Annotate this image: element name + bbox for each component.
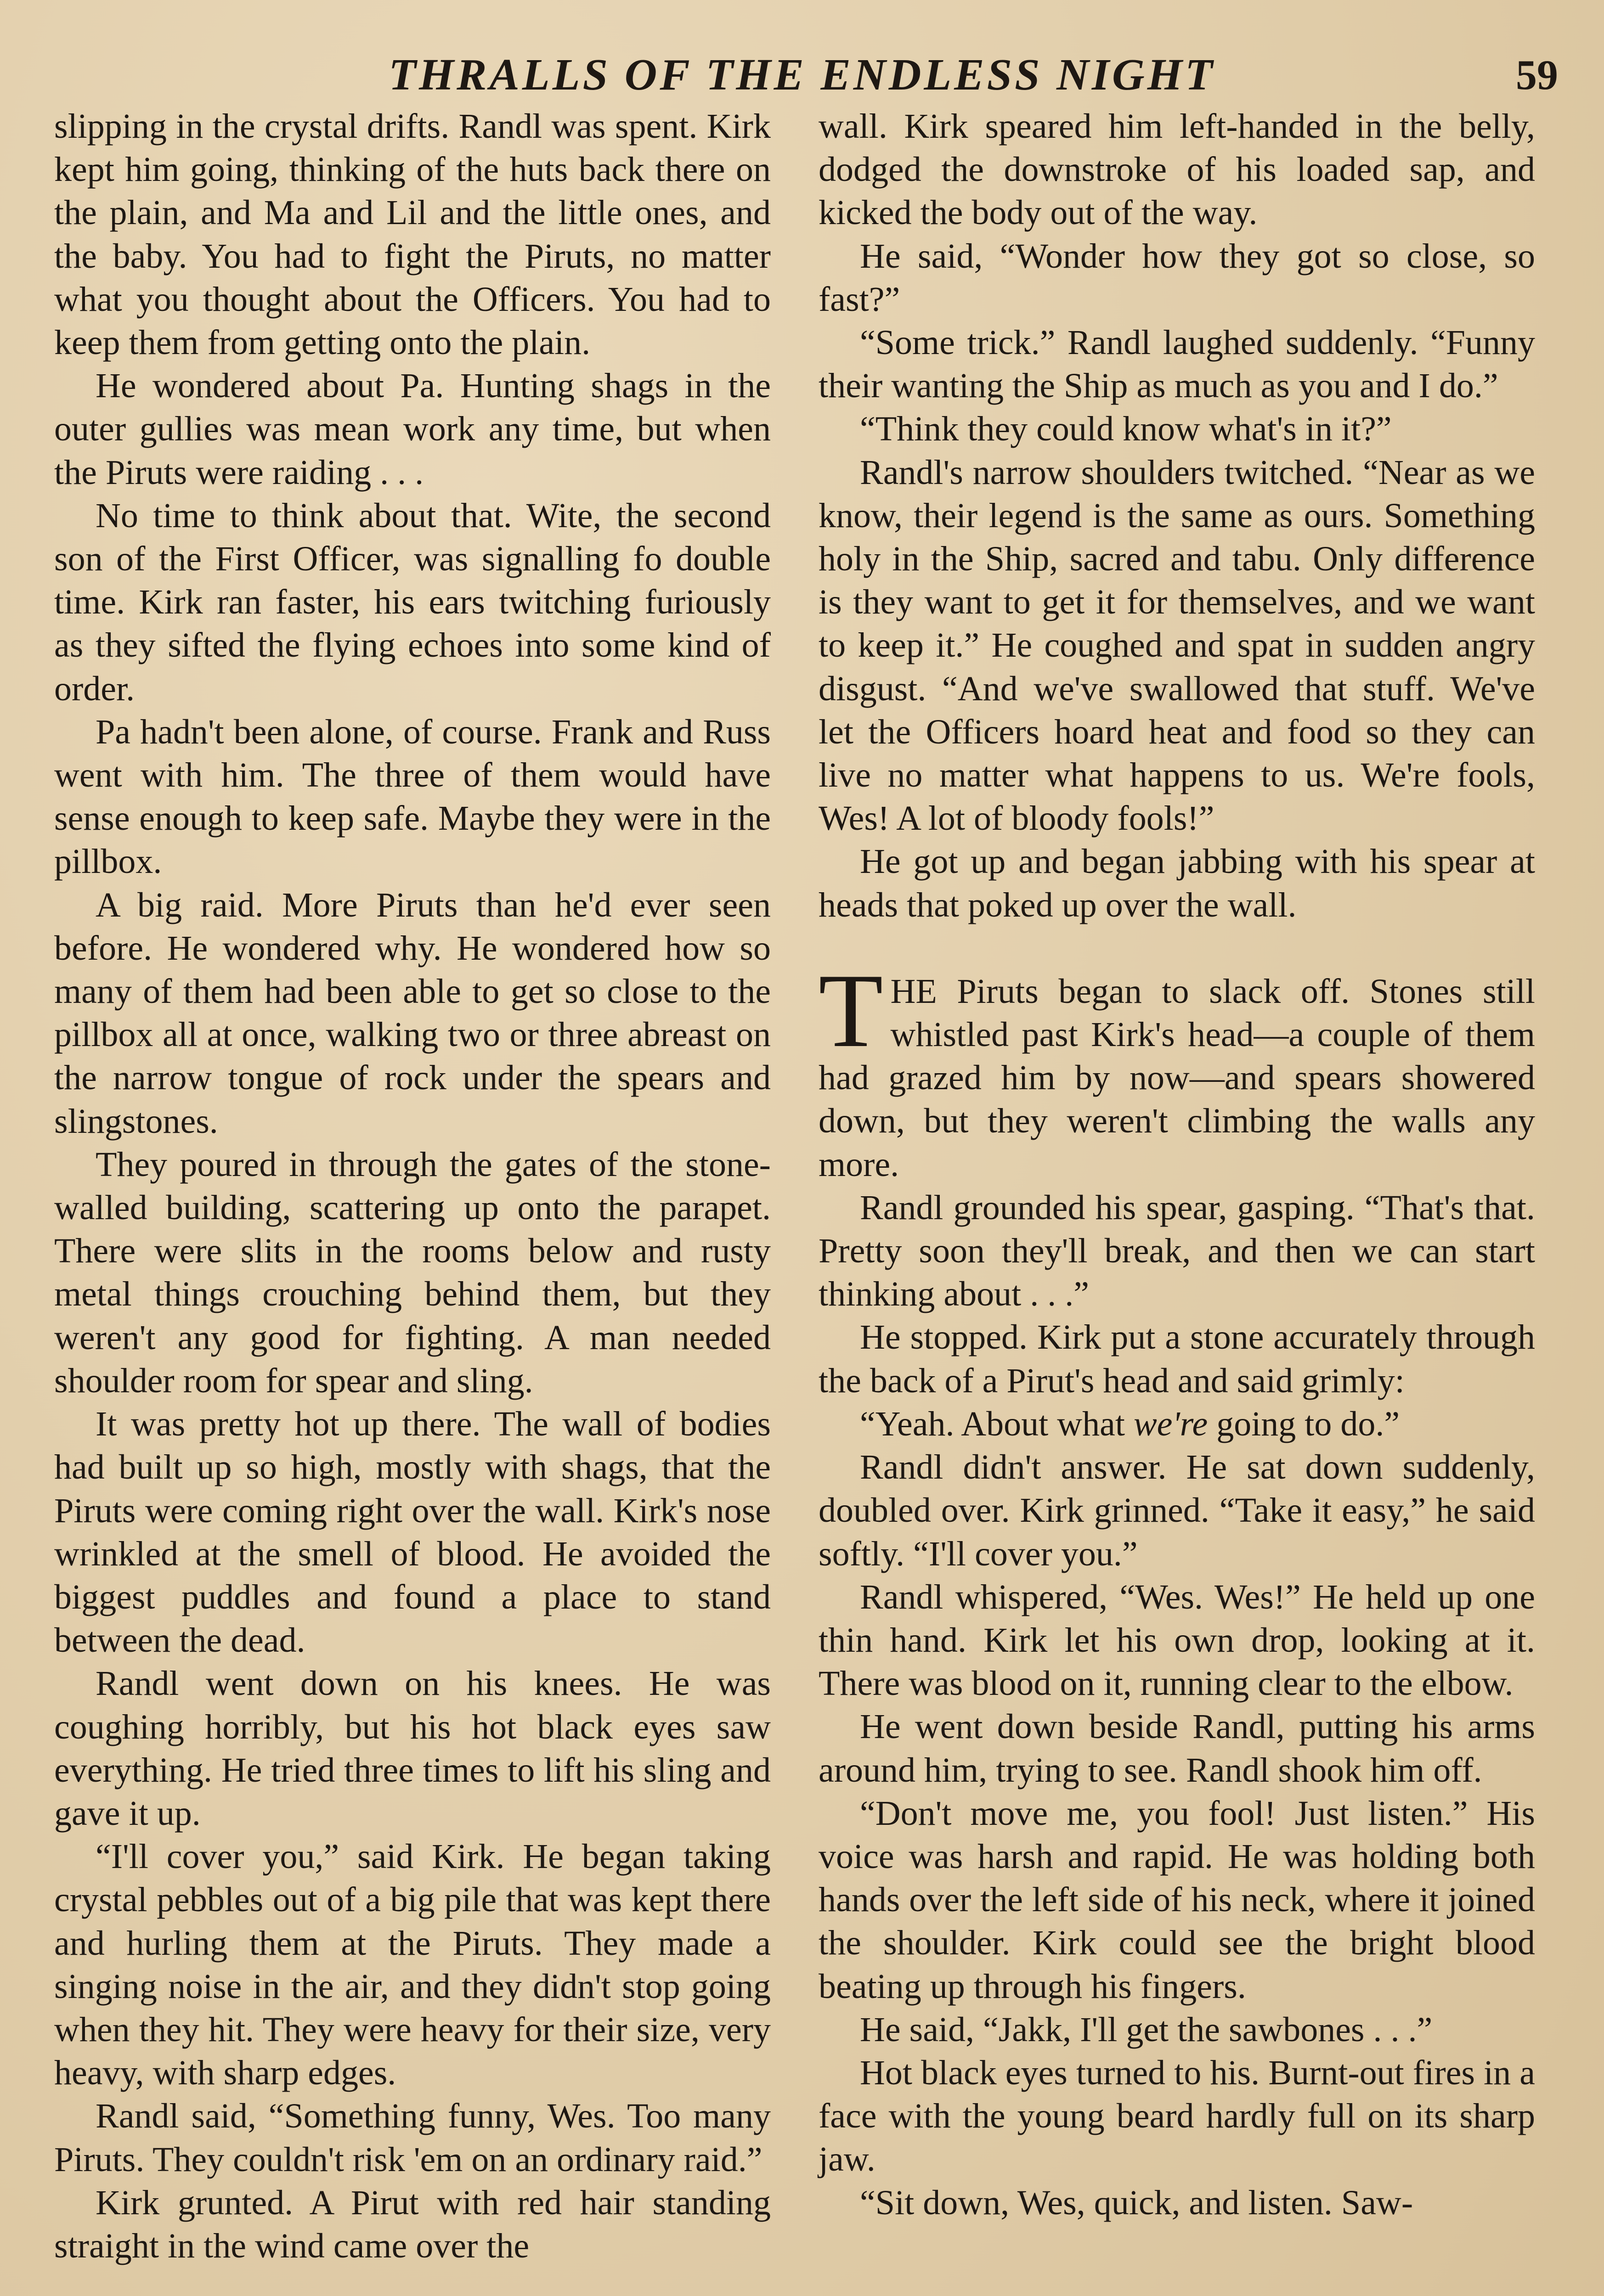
- paragraph: He said, “Wonder how they got so close, so fast?”: [819, 236, 1535, 319]
- section-opening-paragraph: [819, 951, 1535, 1186]
- paragraph: Randl whispered, “Wes. Wes!” He held up one thin hand. Kirk let his own drop, looking at it. There was blood on it, running clear to the elbow.: [819, 1577, 1535, 1703]
- paragraph: Hot black eyes turned to his. Burnt-out fires in a face with the young beard hardly full on its sharp jaw.: [819, 2053, 1535, 2179]
- running-title: THRALLS OF THE ENDLESS NIGHT: [389, 50, 1215, 100]
- paragraph: “Don't move me, you fool! Just listen.” His voice was harsh and rapid. He was holding both hands over the left side of his neck, where it joined the shoulder. Kirk could see the bright blood beating up through his fingers.: [819, 1794, 1535, 2006]
- paragraph: He got up and began jabbing with his spear at heads that poked up over the wall.: [819, 842, 1535, 924]
- paragraph: Kirk grunted. A Pirut with red hair standing straight in the wind came over the: [54, 2183, 771, 2265]
- page-header: [46, 40, 1558, 109]
- paragraph: Randl didn't answer. He sat down suddenly, doubled over. Kirk grinned. “Take it easy,” he said softly. “I'll cover you.”: [819, 1448, 1535, 1573]
- paragraph: He wondered about Pa. Hunting shags in the outer gullies was mean work any time, but when the Piruts were raiding . . .: [54, 366, 771, 492]
- dialogue-text: “Yeah. About what: [860, 1404, 1134, 1443]
- paragraph: He said, “Jakk, I'll get the sawbones . . .”: [860, 2010, 1433, 2049]
- emphasized-word: we're: [1134, 1404, 1208, 1443]
- right-column: [819, 105, 1535, 2224]
- paragraph: Pa hadn't been alone, of course. Frank and Russ went with him. The three of them would have sense enough to keep safe. Maybe they were in the pillbox.: [54, 712, 771, 881]
- paragraph: wall. Kirk speared him left-handed in the belly, dodged the downstroke of his loaded sap, and kicked the body out of the way.: [819, 107, 1535, 232]
- paragraph: He went down beside Randl, putting his arms around him, trying to see. Randl shook him off.: [819, 1707, 1535, 1790]
- drop-cap-paragraph-text: HE Piruts began to slack off. Stones still whistled past Kirk's head—a couple of them had grazed him by now—and spears showered down, but they weren't climbing the walls any more.: [819, 972, 1535, 1184]
- page-number: 59: [1516, 51, 1558, 98]
- paragraph: “Some trick.” Randl laughed suddenly. “Funny their wanting the Ship as much as you and I do.”: [819, 323, 1535, 405]
- paragraph: No time to think about that. Wite, the second son of the First Officer, was signalling fo double time. Kirk ran faster, his ears twitching furiously as they sifted the flying echoes into some kind of order.: [54, 496, 771, 708]
- paragraph: Randl grounded his spear, gasping. “That's that. Pretty soon they'll break, and then we can start thinking about . . .”: [819, 1188, 1535, 1314]
- paragraph: Randl went down on his knees. He was coughing horribly, but his hot black eyes saw everything. He tried three times to lift his sling and gave it up.: [54, 1664, 771, 1833]
- left-column: [54, 105, 771, 2268]
- paragraph: “Think they could know what's in it?”: [860, 410, 1392, 449]
- paragraph: slipping in the crystal drifts. Randl was spent. Kirk kept him going, thinking of the huts back there on the plain, and Ma and Lil and the little ones, and the baby. You had to fight the Piruts, no matter what you thought about the Officers. You had to keep them from getting onto the plain.: [54, 107, 771, 362]
- paragraph: He stopped. Kirk put a stone accurately through the back of a Pirut's head and said grimly:: [819, 1318, 1535, 1400]
- paragraph: Randl's narrow shoulders twitched. “Near as we know, their legend is the same as ours. Something holy in the Ship, sacred and tabu. Only difference is they want to get it for themselves, and we want to keep it.” He coughed and spat in sudden angry disgust. “And we've swallowed that stuff. We've let the Officers hoard heat and food so they can live no matter what happens to us. We're fools, Wes! A lot of bloody fools!”: [819, 453, 1535, 838]
- paragraph: [819, 1402, 1535, 1446]
- paragraph: A big raid. More Piruts than he'd ever seen before. He wondered why. He wondered how so many of them had been able to get so close to the pillbox all at once, walking two or three abreast on the narrow tongue of rock under the spears and slingstones.: [54, 885, 771, 1141]
- paragraph: “I'll cover you,” said Kirk. He began taking crystal pebbles out of a big pile that was kept there and hurling them at the Piruts. They made a singing noise in the air, and they didn't stop going when they hit. They were heavy for their size, very heavy, with sharp edges.: [54, 1837, 771, 2093]
- paragraph: It was pretty hot up there. The wall of bodies had built up so high, mostly with shags, that the Piruts were coming right over the wall. Kirk's nose wrinkled at the smell of blood. He avoided the biggest puddles and found a place to stand between the dead.: [54, 1405, 771, 1660]
- dialogue-text: going to do.”: [1208, 1404, 1400, 1443]
- paragraph: “Sit down, Wes, quick, and listen. Saw-: [860, 2183, 1413, 2222]
- paragraph: They poured in through the gates of the stone-walled building, scattering up onto the parapet. There were slits in the rooms below and rusty metal things crouching behind them, but they weren't any good for fighting. A man needed shoulder room for spear and sling.: [54, 1145, 771, 1400]
- drop-cap: T: [819, 951, 883, 1069]
- paragraph: Randl said, “Something funny, Wes. Too many Piruts. They couldn't risk 'em on an ordinary raid.”: [54, 2097, 771, 2179]
